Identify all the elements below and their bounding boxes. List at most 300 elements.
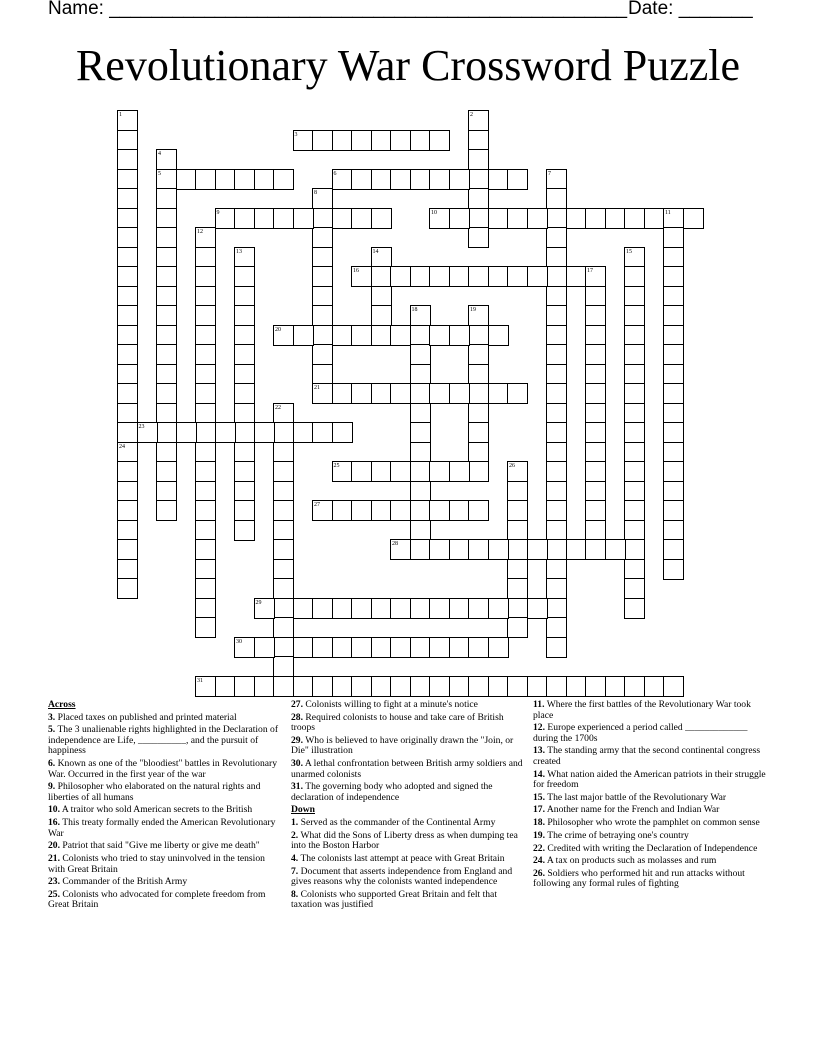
crossword-cell[interactable] (507, 539, 528, 560)
crossword-cell[interactable] (312, 500, 333, 521)
crossword-cell[interactable] (429, 637, 450, 658)
crossword-cell[interactable] (663, 403, 684, 424)
crossword-cell[interactable] (351, 461, 372, 482)
crossword-cell[interactable] (195, 539, 216, 560)
crossword-cell[interactable] (351, 130, 372, 151)
crossword-cell[interactable] (156, 325, 177, 346)
crossword-cell[interactable] (273, 637, 294, 658)
crossword-cell[interactable] (117, 364, 138, 385)
crossword-cell[interactable] (507, 266, 528, 287)
crossword-cell[interactable] (137, 422, 158, 443)
crossword-cell[interactable] (156, 383, 177, 404)
crossword-cell[interactable] (488, 208, 509, 229)
crossword-cell[interactable] (156, 169, 177, 190)
crossword-cell[interactable] (546, 227, 567, 248)
crossword-cell[interactable] (156, 461, 177, 482)
crossword-cell[interactable] (585, 500, 606, 521)
crossword-cell[interactable] (351, 676, 372, 697)
crossword-cell[interactable] (371, 325, 392, 346)
crossword-cell[interactable] (195, 481, 216, 502)
crossword-cell[interactable] (273, 325, 294, 346)
crossword-cell[interactable] (273, 500, 294, 521)
crossword-cell[interactable] (156, 500, 177, 521)
crossword-cell[interactable] (371, 461, 392, 482)
crossword-cell[interactable] (390, 325, 411, 346)
crossword-cell[interactable] (273, 676, 294, 697)
crossword-cell[interactable] (527, 539, 548, 560)
crossword-cell[interactable] (195, 617, 216, 638)
crossword-cell[interactable] (293, 676, 314, 697)
crossword-cell[interactable] (293, 422, 314, 443)
crossword-cell[interactable] (351, 383, 372, 404)
crossword-cell[interactable] (312, 364, 333, 385)
crossword-cell[interactable] (351, 598, 372, 619)
crossword-cell[interactable] (234, 383, 255, 404)
crossword-cell[interactable] (156, 247, 177, 268)
crossword-cell[interactable] (468, 676, 489, 697)
crossword-cell[interactable] (449, 208, 470, 229)
crossword-cell[interactable] (332, 130, 353, 151)
crossword-cell[interactable] (507, 520, 528, 541)
crossword-cell[interactable] (371, 130, 392, 151)
crossword-cell[interactable] (117, 208, 138, 229)
crossword-cell[interactable] (449, 266, 470, 287)
crossword-cell[interactable] (546, 325, 567, 346)
crossword-cell[interactable] (156, 422, 177, 443)
crossword-cell[interactable] (195, 325, 216, 346)
crossword-cell[interactable] (546, 598, 567, 619)
crossword-cell[interactable] (312, 188, 333, 209)
crossword-cell[interactable] (156, 286, 177, 307)
crossword-cell[interactable] (488, 676, 509, 697)
crossword-cell[interactable] (585, 325, 606, 346)
crossword-cell[interactable] (273, 520, 294, 541)
crossword-cell[interactable] (546, 208, 567, 229)
crossword-cell[interactable] (195, 403, 216, 424)
crossword-cell[interactable] (332, 598, 353, 619)
crossword-cell[interactable] (390, 266, 411, 287)
crossword-cell[interactable] (624, 676, 645, 697)
crossword-cell[interactable] (195, 305, 216, 326)
crossword-cell[interactable] (273, 539, 294, 560)
crossword-cell[interactable] (663, 247, 684, 268)
crossword-cell[interactable] (410, 383, 431, 404)
crossword-cell[interactable] (488, 598, 509, 619)
crossword-cell[interactable] (468, 130, 489, 151)
crossword-cell[interactable] (117, 403, 138, 424)
crossword-cell[interactable] (468, 364, 489, 385)
crossword-cell[interactable] (663, 227, 684, 248)
crossword-cell[interactable] (624, 266, 645, 287)
crossword-cell[interactable] (234, 422, 255, 443)
crossword-cell[interactable] (312, 383, 333, 404)
crossword-cell[interactable] (546, 500, 567, 521)
crossword-cell[interactable] (546, 266, 567, 287)
crossword-cell[interactable] (624, 559, 645, 580)
crossword-cell[interactable] (488, 539, 509, 560)
crossword-cell[interactable] (371, 500, 392, 521)
crossword-cell[interactable] (468, 188, 489, 209)
crossword-cell[interactable] (663, 461, 684, 482)
crossword-cell[interactable] (312, 266, 333, 287)
crossword-cell[interactable] (605, 539, 626, 560)
crossword-cell[interactable] (566, 676, 587, 697)
crossword-cell[interactable] (449, 598, 470, 619)
crossword-cell[interactable] (546, 364, 567, 385)
crossword-cell[interactable] (234, 286, 255, 307)
crossword-cell[interactable] (410, 422, 431, 443)
crossword-cell[interactable] (254, 637, 275, 658)
crossword-cell[interactable] (254, 208, 275, 229)
crossword-cell[interactable] (234, 325, 255, 346)
crossword-cell[interactable] (585, 383, 606, 404)
crossword-cell[interactable] (663, 344, 684, 365)
crossword-cell[interactable] (663, 500, 684, 521)
crossword-cell[interactable] (449, 383, 470, 404)
crossword-cell[interactable] (156, 344, 177, 365)
crossword-cell[interactable] (234, 481, 255, 502)
crossword-cell[interactable] (390, 539, 411, 560)
crossword-cell[interactable] (254, 169, 275, 190)
crossword-cell[interactable] (468, 637, 489, 658)
crossword-cell[interactable] (546, 403, 567, 424)
crossword-cell[interactable] (371, 169, 392, 190)
crossword-cell[interactable] (429, 130, 450, 151)
crossword-cell[interactable] (507, 169, 528, 190)
crossword-cell[interactable] (254, 598, 275, 619)
crossword-cell[interactable] (585, 676, 606, 697)
crossword-cell[interactable] (546, 559, 567, 580)
crossword-cell[interactable] (234, 208, 255, 229)
crossword-cell[interactable] (488, 637, 509, 658)
crossword-cell[interactable] (488, 266, 509, 287)
crossword-cell[interactable] (546, 637, 567, 658)
crossword-cell[interactable] (605, 676, 626, 697)
crossword-cell[interactable] (273, 461, 294, 482)
crossword-cell[interactable] (546, 481, 567, 502)
crossword-cell[interactable] (117, 559, 138, 580)
crossword-cell[interactable] (663, 481, 684, 502)
crossword-cell[interactable] (663, 383, 684, 404)
crossword-cell[interactable] (117, 442, 138, 463)
crossword-cell[interactable] (156, 149, 177, 170)
crossword-cell[interactable] (371, 208, 392, 229)
crossword-cell[interactable] (624, 461, 645, 482)
crossword-cell[interactable] (390, 130, 411, 151)
crossword-cell[interactable] (273, 656, 294, 677)
crossword-cell[interactable] (195, 442, 216, 463)
crossword-cell[interactable] (156, 481, 177, 502)
crossword-cell[interactable] (117, 422, 138, 443)
crossword-cell[interactable] (507, 578, 528, 599)
crossword-cell[interactable] (449, 539, 470, 560)
crossword-cell[interactable] (468, 500, 489, 521)
crossword-cell[interactable] (371, 637, 392, 658)
crossword-cell[interactable] (429, 461, 450, 482)
crossword-cell[interactable] (332, 422, 353, 443)
crossword-cell[interactable] (234, 305, 255, 326)
crossword-cell[interactable] (195, 344, 216, 365)
crossword-cell[interactable] (234, 344, 255, 365)
crossword-cell[interactable] (293, 598, 314, 619)
crossword-cell[interactable] (312, 208, 333, 229)
crossword-cell[interactable] (546, 344, 567, 365)
crossword-cell[interactable] (293, 637, 314, 658)
crossword-cell[interactable] (117, 130, 138, 151)
crossword-cell[interactable] (234, 500, 255, 521)
crossword-cell[interactable] (371, 598, 392, 619)
crossword-cell[interactable] (254, 422, 275, 443)
crossword-cell[interactable] (624, 286, 645, 307)
crossword-cell[interactable] (215, 422, 236, 443)
crossword-cell[interactable] (468, 266, 489, 287)
crossword-cell[interactable] (195, 227, 216, 248)
crossword-cell[interactable] (117, 325, 138, 346)
crossword-cell[interactable] (273, 481, 294, 502)
crossword-cell[interactable] (176, 169, 197, 190)
crossword-cell[interactable] (273, 617, 294, 638)
crossword-cell[interactable] (390, 383, 411, 404)
crossword-cell[interactable] (371, 266, 392, 287)
crossword-cell[interactable] (468, 169, 489, 190)
crossword-cell[interactable] (195, 266, 216, 287)
crossword-cell[interactable] (117, 266, 138, 287)
crossword-cell[interactable] (663, 286, 684, 307)
crossword-cell[interactable] (429, 325, 450, 346)
crossword-cell[interactable] (215, 208, 236, 229)
crossword-cell[interactable] (429, 676, 450, 697)
crossword-cell[interactable] (585, 442, 606, 463)
crossword-cell[interactable] (351, 637, 372, 658)
crossword-cell[interactable] (234, 520, 255, 541)
crossword-cell[interactable] (312, 598, 333, 619)
crossword-cell[interactable] (156, 305, 177, 326)
crossword-cell[interactable] (468, 383, 489, 404)
crossword-cell[interactable] (117, 227, 138, 248)
crossword-cell[interactable] (468, 461, 489, 482)
crossword-cell[interactable] (585, 344, 606, 365)
crossword-cell[interactable] (429, 208, 450, 229)
crossword-cell[interactable] (273, 559, 294, 580)
crossword-cell[interactable] (332, 383, 353, 404)
crossword-cell[interactable] (624, 403, 645, 424)
crossword-cell[interactable] (624, 520, 645, 541)
crossword-cell[interactable] (332, 461, 353, 482)
crossword-cell[interactable] (195, 169, 216, 190)
crossword-cell[interactable] (468, 442, 489, 463)
crossword-cell[interactable] (468, 227, 489, 248)
crossword-cell[interactable] (195, 247, 216, 268)
crossword-cell[interactable] (585, 364, 606, 385)
crossword-cell[interactable] (156, 227, 177, 248)
crossword-cell[interactable] (507, 676, 528, 697)
crossword-cell[interactable] (663, 305, 684, 326)
crossword-cell[interactable] (195, 676, 216, 697)
crossword-cell[interactable] (663, 559, 684, 580)
crossword-cell[interactable] (585, 208, 606, 229)
crossword-cell[interactable] (468, 305, 489, 326)
crossword-cell[interactable] (234, 247, 255, 268)
crossword-cell[interactable] (488, 325, 509, 346)
crossword-cell[interactable] (351, 169, 372, 190)
crossword-cell[interactable] (546, 461, 567, 482)
crossword-cell[interactable] (410, 539, 431, 560)
crossword-cell[interactable] (585, 403, 606, 424)
crossword-cell[interactable] (546, 305, 567, 326)
crossword-cell[interactable] (507, 481, 528, 502)
crossword-cell[interactable] (527, 266, 548, 287)
crossword-cell[interactable] (624, 539, 645, 560)
crossword-cell[interactable] (312, 676, 333, 697)
crossword-cell[interactable] (371, 286, 392, 307)
crossword-cell[interactable] (117, 461, 138, 482)
crossword-cell[interactable] (332, 500, 353, 521)
crossword-cell[interactable] (273, 578, 294, 599)
crossword-cell[interactable] (234, 364, 255, 385)
crossword-cell[interactable] (624, 383, 645, 404)
crossword-cell[interactable] (195, 598, 216, 619)
crossword-cell[interactable] (195, 364, 216, 385)
crossword-cell[interactable] (293, 130, 314, 151)
crossword-cell[interactable] (156, 266, 177, 287)
crossword-cell[interactable] (410, 305, 431, 326)
crossword-cell[interactable] (234, 169, 255, 190)
crossword-cell[interactable] (410, 520, 431, 541)
crossword-cell[interactable] (663, 442, 684, 463)
crossword-cell[interactable] (176, 422, 197, 443)
crossword-cell[interactable] (683, 208, 704, 229)
crossword-cell[interactable] (117, 110, 138, 131)
crossword-cell[interactable] (507, 617, 528, 638)
crossword-cell[interactable] (117, 305, 138, 326)
crossword-cell[interactable] (663, 364, 684, 385)
crossword-cell[interactable] (663, 520, 684, 541)
crossword-cell[interactable] (273, 422, 294, 443)
crossword-cell[interactable] (663, 539, 684, 560)
crossword-cell[interactable] (390, 598, 411, 619)
crossword-cell[interactable] (195, 422, 216, 443)
crossword-cell[interactable] (332, 325, 353, 346)
crossword-cell[interactable] (117, 169, 138, 190)
crossword-cell[interactable] (546, 422, 567, 443)
crossword-cell[interactable] (507, 559, 528, 580)
crossword-cell[interactable] (156, 208, 177, 229)
crossword-cell[interactable] (234, 637, 255, 658)
crossword-cell[interactable] (468, 598, 489, 619)
crossword-cell[interactable] (117, 286, 138, 307)
crossword-cell[interactable] (390, 461, 411, 482)
crossword-cell[interactable] (585, 539, 606, 560)
crossword-cell[interactable] (507, 598, 528, 619)
crossword-cell[interactable] (624, 598, 645, 619)
crossword-cell[interactable] (117, 149, 138, 170)
crossword-cell[interactable] (215, 169, 236, 190)
crossword-cell[interactable] (624, 481, 645, 502)
crossword-cell[interactable] (410, 325, 431, 346)
crossword-cell[interactable] (449, 500, 470, 521)
crossword-cell[interactable] (312, 344, 333, 365)
crossword-cell[interactable] (624, 325, 645, 346)
crossword-cell[interactable] (156, 188, 177, 209)
crossword-cell[interactable] (254, 676, 275, 697)
crossword-cell[interactable] (449, 676, 470, 697)
crossword-cell[interactable] (507, 500, 528, 521)
crossword-cell[interactable] (410, 461, 431, 482)
crossword-cell[interactable] (390, 500, 411, 521)
crossword-cell[interactable] (117, 539, 138, 560)
crossword-cell[interactable] (273, 442, 294, 463)
crossword-cell[interactable] (312, 247, 333, 268)
crossword-cell[interactable] (234, 461, 255, 482)
crossword-cell[interactable] (663, 676, 684, 697)
crossword-cell[interactable] (546, 169, 567, 190)
crossword-cell[interactable] (410, 344, 431, 365)
crossword-cell[interactable] (585, 286, 606, 307)
crossword-cell[interactable] (390, 637, 411, 658)
crossword-cell[interactable] (546, 520, 567, 541)
crossword-cell[interactable] (117, 344, 138, 365)
crossword-cell[interactable] (605, 208, 626, 229)
crossword-cell[interactable] (312, 325, 333, 346)
crossword-cell[interactable] (468, 344, 489, 365)
crossword-cell[interactable] (527, 598, 548, 619)
crossword-cell[interactable] (195, 383, 216, 404)
crossword-cell[interactable] (585, 481, 606, 502)
crossword-cell[interactable] (332, 169, 353, 190)
crossword-cell[interactable] (566, 208, 587, 229)
crossword-cell[interactable] (312, 286, 333, 307)
crossword-cell[interactable] (546, 383, 567, 404)
crossword-cell[interactable] (351, 500, 372, 521)
crossword-cell[interactable] (195, 559, 216, 580)
crossword-cell[interactable] (468, 403, 489, 424)
crossword-cell[interactable] (546, 442, 567, 463)
crossword-cell[interactable] (273, 403, 294, 424)
crossword-cell[interactable] (468, 208, 489, 229)
crossword-cell[interactable] (195, 520, 216, 541)
crossword-cell[interactable] (351, 325, 372, 346)
crossword-cell[interactable] (410, 481, 431, 502)
crossword-cell[interactable] (449, 325, 470, 346)
crossword-cell[interactable] (429, 266, 450, 287)
crossword-cell[interactable] (410, 403, 431, 424)
crossword-cell[interactable] (585, 520, 606, 541)
crossword-cell[interactable] (488, 169, 509, 190)
crossword-cell[interactable] (546, 188, 567, 209)
crossword-cell[interactable] (624, 247, 645, 268)
crossword-cell[interactable] (566, 539, 587, 560)
crossword-cell[interactable] (215, 676, 236, 697)
crossword-cell[interactable] (488, 383, 509, 404)
crossword-cell[interactable] (624, 344, 645, 365)
crossword-cell[interactable] (585, 305, 606, 326)
crossword-cell[interactable] (390, 676, 411, 697)
crossword-cell[interactable] (663, 422, 684, 443)
crossword-cell[interactable] (312, 227, 333, 248)
crossword-cell[interactable] (663, 208, 684, 229)
crossword-cell[interactable] (507, 383, 528, 404)
crossword-cell[interactable] (663, 266, 684, 287)
crossword-cell[interactable] (117, 481, 138, 502)
crossword-cell[interactable] (663, 325, 684, 346)
crossword-cell[interactable] (624, 442, 645, 463)
crossword-cell[interactable] (371, 305, 392, 326)
crossword-cell[interactable] (410, 169, 431, 190)
crossword-cell[interactable] (410, 676, 431, 697)
crossword-cell[interactable] (195, 286, 216, 307)
crossword-cell[interactable] (117, 520, 138, 541)
crossword-cell[interactable] (449, 461, 470, 482)
